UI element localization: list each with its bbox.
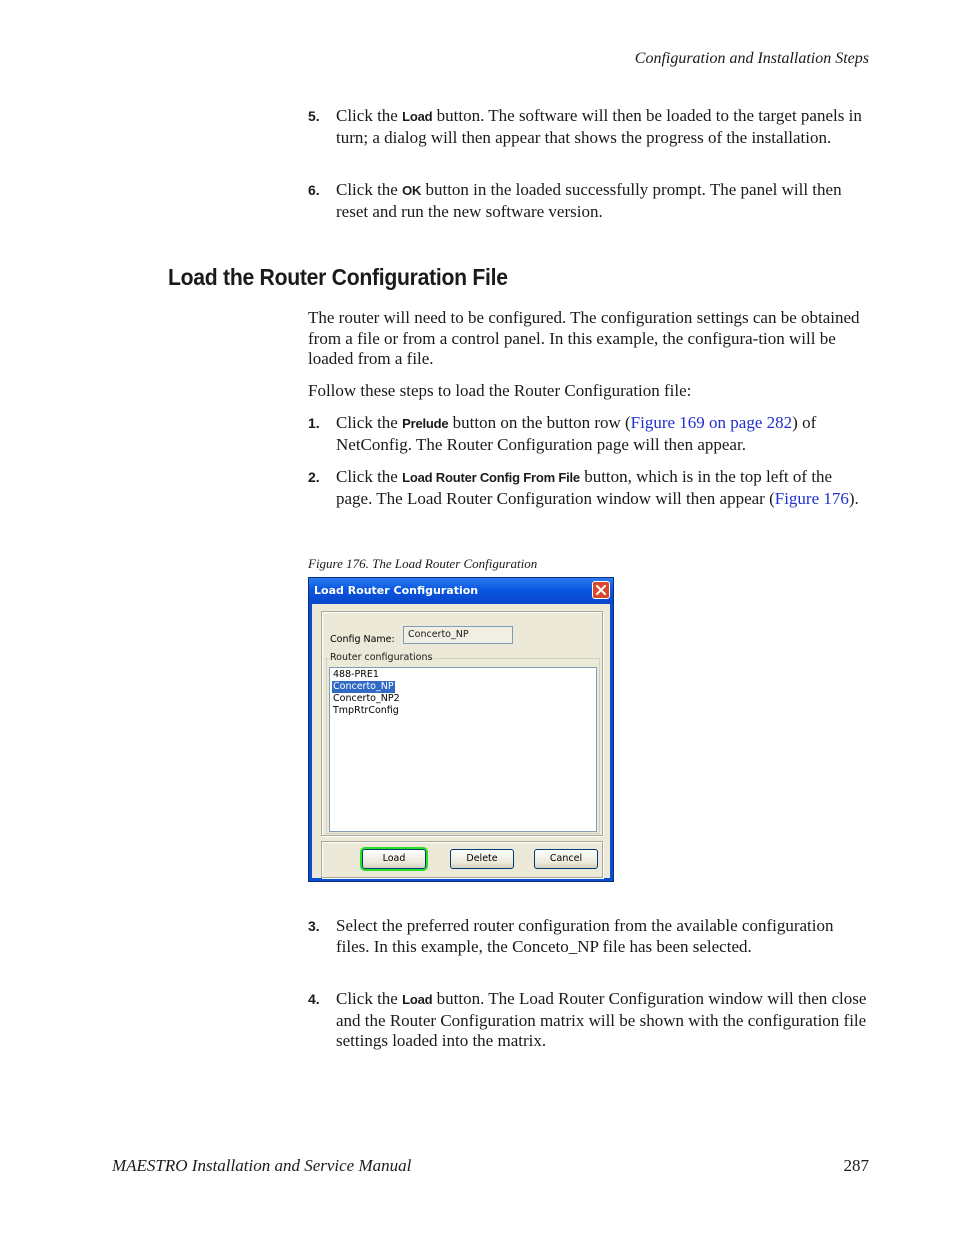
keyword-load: Load: [402, 109, 433, 124]
delete-button[interactable]: Delete: [450, 849, 514, 869]
step-6: [308, 180, 870, 222]
list-item[interactable]: Concerto_NP2: [333, 693, 400, 704]
step-text: Select the preferred router configuration from the available configuration files. In this example, the Conceto_NP file has been selected.: [336, 916, 834, 956]
step-number: 4.: [308, 991, 320, 1007]
follow-paragraph: Follow these steps to load the Router Configuration file:: [308, 381, 692, 400]
config-panel: [321, 611, 603, 836]
step-5: [308, 106, 870, 148]
intro-paragraph: The router will need to be configured. The configuration settings can be obtained from a file or from a control panel. In this example, the configura-tion will be loaded from a file.: [308, 308, 860, 368]
keyword-load: Load: [402, 992, 433, 1007]
figure-169-link[interactable]: Figure 169 on page 282: [630, 413, 793, 432]
config-name-field[interactable]: Concerto_NP: [403, 626, 513, 644]
running-header: Configuration and Installation Steps: [634, 50, 869, 67]
keyword-load-router-config: Load Router Config From File: [402, 470, 580, 485]
button-panel: [321, 841, 603, 878]
dialog-title: Load Router Configuration: [314, 584, 479, 597]
router-configurations-label: Router configurations: [330, 652, 433, 663]
config-name-label: Config Name:: [330, 634, 395, 645]
step-number: 6.: [308, 182, 320, 198]
step-text: Click the OK button in the loaded successfully prompt. The panel will then reset and run the new software version.: [336, 180, 842, 221]
close-icon: [596, 585, 606, 595]
figure-176-link[interactable]: Figure 176: [774, 488, 849, 508]
step-text: Click the Prelude button on the button row (Figure 169 on page 282) of NetConfig. The Router Configuration page will then appear.: [336, 413, 817, 454]
cancel-button[interactable]: Cancel: [534, 849, 598, 869]
footer-page-number: 287: [843, 1156, 869, 1175]
dialog-title-bar[interactable]: [309, 578, 613, 604]
step-number: 3.: [308, 918, 320, 934]
footer-manual-title: MAESTRO Installation and Service Manual: [112, 1156, 412, 1175]
step-1: [308, 413, 870, 455]
step-text: Click the Load button. The Load Router Configuration window will then close and the Router Configuration matrix will be shown with the configuration file settings loaded into the matrix.: [336, 989, 867, 1050]
section-heading: Load the Router Configuration File: [168, 264, 508, 290]
step-number: 2.: [308, 469, 320, 485]
list-item[interactable]: TmpRtrConfig: [333, 705, 399, 716]
keyword-ok: OK: [402, 183, 422, 198]
list-item[interactable]: 488-PRE1: [333, 669, 379, 680]
keyword-prelude: Prelude: [402, 416, 449, 431]
dialog-body: [312, 604, 610, 878]
load-router-configuration-dialog: [308, 577, 614, 882]
load-button[interactable]: Load: [362, 849, 426, 869]
step-text: Click the Load Router Config From File button, which is in the top left of the page. The Load Router Configuration window will then appear (Figure 176).: [336, 467, 859, 508]
step-4: [308, 989, 870, 1052]
step-text: Click the Load button. The software will then be loaded to the target panels in turn; a dialog will then appear that shows the progress of the installation.: [336, 106, 862, 147]
step-3: [308, 916, 870, 957]
step-number: 1.: [308, 415, 320, 431]
step-2: [308, 467, 870, 509]
list-item-selected[interactable]: Concerto_NP: [333, 681, 394, 692]
router-configurations-list[interactable]: [329, 667, 597, 832]
step-number: 5.: [308, 108, 320, 124]
figure-caption: Figure 176. The Load Router Configuration: [308, 556, 538, 571]
close-button[interactable]: [592, 581, 610, 599]
router-configurations-group: [326, 652, 600, 834]
